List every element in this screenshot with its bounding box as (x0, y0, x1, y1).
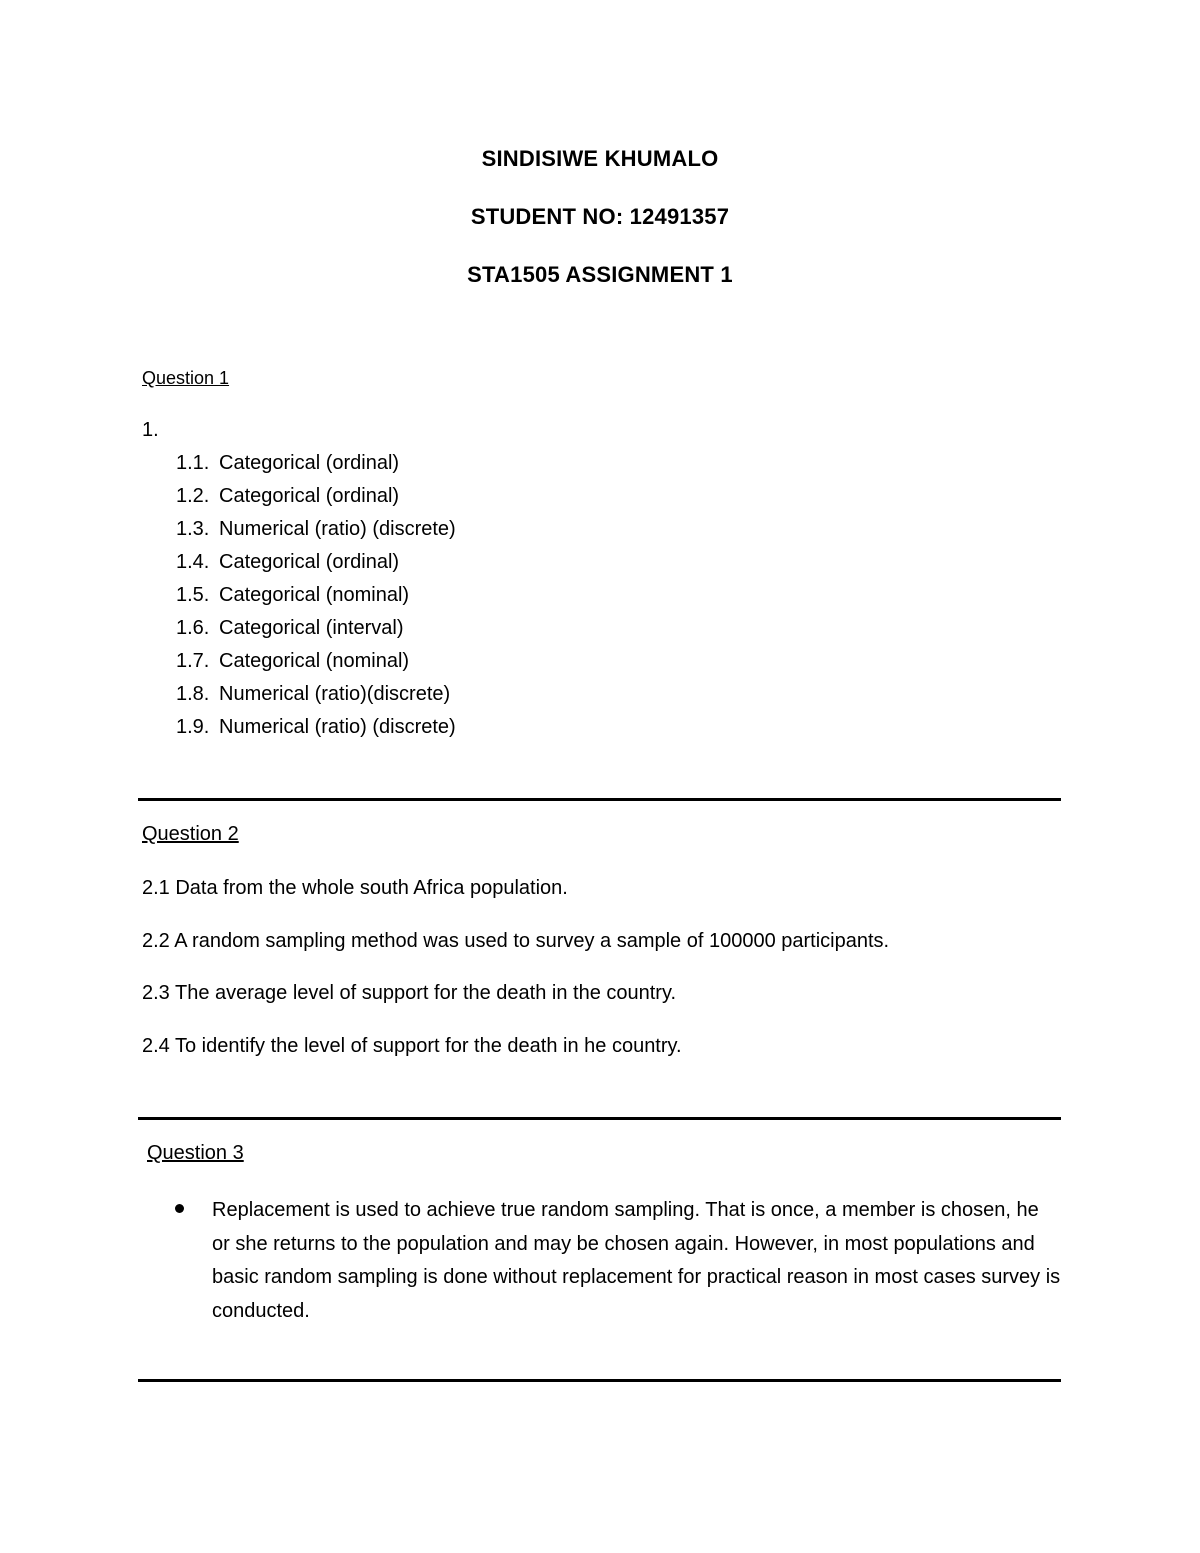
answer-item (176, 518, 456, 541)
answer-number: 1.2. (176, 485, 210, 507)
section-divider (138, 1379, 1061, 1382)
answer-item (176, 716, 456, 739)
answer-number: 1.1. (176, 452, 210, 474)
answer-item (176, 650, 409, 673)
answer-text: Numerical (ratio) (discrete) (219, 716, 456, 738)
answer-text: Categorical (ordinal) (219, 485, 400, 507)
question-3-heading: Question 3 (147, 1142, 244, 1164)
answer-text: Categorical (nominal) (219, 584, 410, 606)
answer-2-4: 2.4 To identify the level of support for the death in he country. (142, 1035, 682, 1057)
assignment-title: STA1505 ASSIGNMENT 1 (467, 262, 733, 287)
section-divider (138, 798, 1061, 801)
section-divider (138, 1117, 1061, 1120)
question-1-heading: Question 1 (142, 368, 230, 388)
bullet-icon (175, 1204, 184, 1213)
answer-item (176, 452, 399, 475)
answer-text: Categorical (nominal) (219, 650, 410, 672)
answer-item (176, 485, 399, 508)
question-2-heading: Question 2 (142, 823, 239, 845)
answer-number: 1.3. (176, 518, 210, 540)
answer-number: 1.9. (176, 716, 210, 738)
answer-text: Categorical (ordinal) (219, 551, 400, 573)
answer-2-2: 2.2 A random sampling method was used to survey a sample of 100000 participants. (142, 930, 890, 952)
question-3-answer: Replacement is used to achieve true random sampling. That is once, a member is chosen, he or she returns to the population and may be chosen again. However, in most populations and basic random sampling is done without replacement for practical reason in most cases survey is conducted. (212, 1199, 1061, 1322)
answer-text: Numerical (ratio) (discrete) (219, 518, 456, 540)
answer-item (176, 683, 450, 706)
student-number: STUDENT NO: 12491357 (470, 204, 730, 229)
question-1-number: 1. (142, 419, 159, 441)
answer-item (176, 551, 399, 574)
answer-number: 1.8. (176, 683, 210, 705)
answer-text: Categorical (interval) (219, 617, 404, 639)
answer-item (176, 617, 404, 640)
student-name: SINDISIWE KHUMALO (481, 146, 719, 171)
answer-text: Categorical (ordinal) (219, 452, 400, 474)
answer-2-1: 2.1 Data from the whole south Africa population. (142, 877, 568, 899)
answer-2-3: 2.3 The average level of support for the death in the country. (142, 982, 677, 1004)
answer-number: 1.5. (176, 584, 210, 606)
answer-text: Numerical (ratio)(discrete) (219, 683, 451, 705)
answer-number: 1.6. (176, 617, 210, 639)
answer-number: 1.7. (176, 650, 210, 672)
answer-number: 1.4. (176, 551, 210, 573)
answer-item (176, 584, 409, 607)
